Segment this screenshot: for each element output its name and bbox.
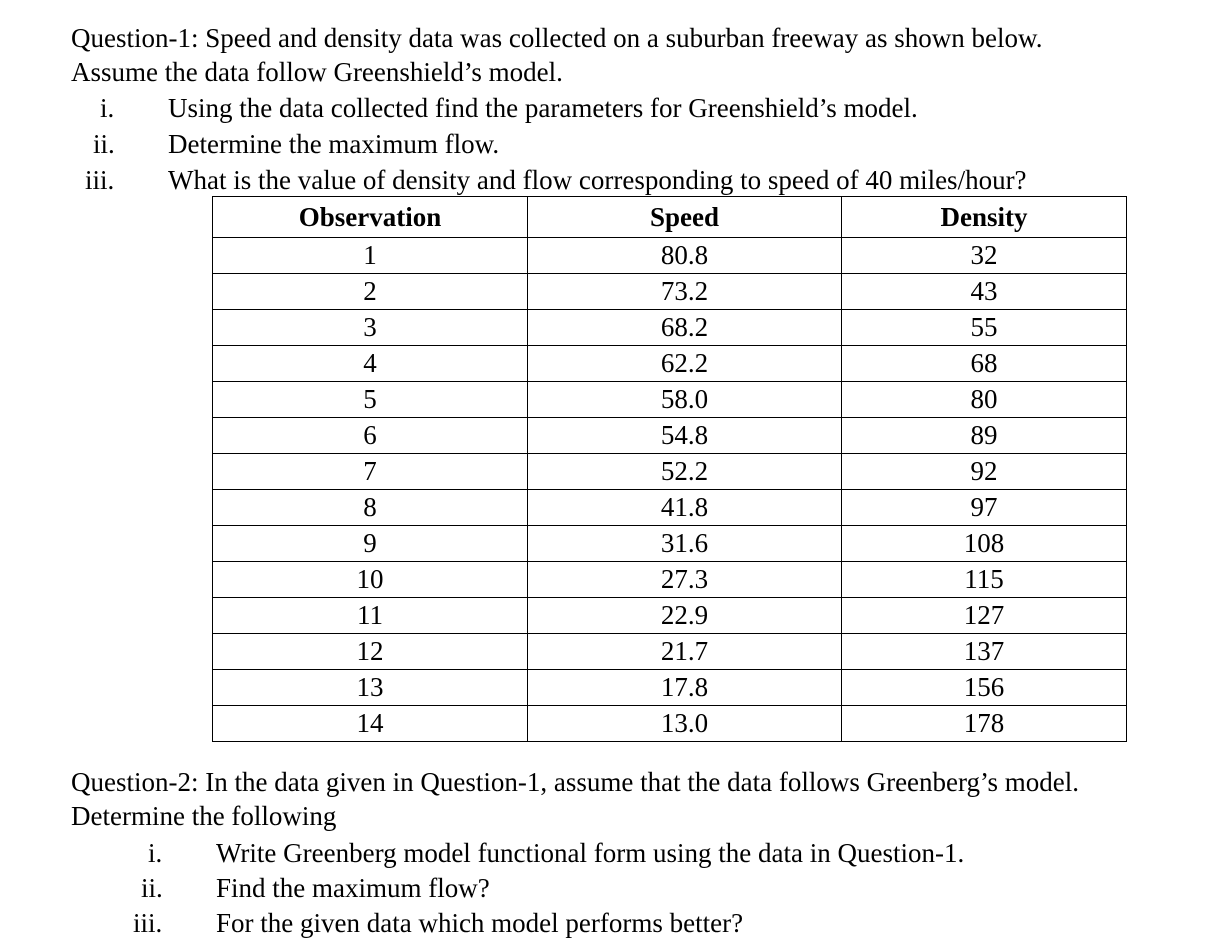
cell-observation: 9 <box>213 526 528 562</box>
q2-item-2-text: Find the maximum flow? <box>216 873 490 903</box>
cell-observation: 13 <box>213 670 528 706</box>
cell-density: 68 <box>842 346 1127 382</box>
table-row <box>213 418 1127 454</box>
header-density: Density <box>842 197 1127 238</box>
header-observation: Observation <box>213 197 528 238</box>
cell-speed: 73.2 <box>528 274 842 310</box>
cell-speed: 17.8 <box>528 670 842 706</box>
q1-item-3-text: What is the value of density and flow corresponding to speed of 40 miles/hour? <box>168 165 1027 195</box>
table-row <box>213 454 1127 490</box>
cell-observation: 12 <box>213 634 528 670</box>
cell-observation: 10 <box>213 562 528 598</box>
cell-observation: 2 <box>213 274 528 310</box>
observation-table <box>212 196 1127 742</box>
cell-speed: 22.9 <box>528 598 842 634</box>
cell-density: 80 <box>842 382 1127 418</box>
cell-density: 115 <box>842 562 1127 598</box>
cell-speed: 80.8 <box>528 238 842 274</box>
q1-item-2-text: Determine the maximum flow. <box>168 129 500 159</box>
q2-item-1-marker: i. <box>148 838 163 868</box>
table-row <box>213 382 1127 418</box>
q1-item-2-marker: ii. <box>93 129 115 159</box>
cell-observation: 11 <box>213 598 528 634</box>
cell-speed: 21.7 <box>528 634 842 670</box>
cell-speed: 52.2 <box>528 454 842 490</box>
cell-speed: 68.2 <box>528 310 842 346</box>
cell-density: 32 <box>842 238 1127 274</box>
cell-observation: 4 <box>213 346 528 382</box>
cell-observation: 3 <box>213 310 528 346</box>
cell-density: 55 <box>842 310 1127 346</box>
q2-intro-line-2: Determine the following <box>71 801 337 831</box>
q1-item-1-marker: i. <box>100 93 115 123</box>
q2-item-1-text: Write Greenberg model functional form using the data in Question-1. <box>216 838 965 868</box>
table-row <box>213 598 1127 634</box>
cell-observation: 5 <box>213 382 528 418</box>
table-row <box>213 526 1127 562</box>
cell-speed: 13.0 <box>528 706 842 742</box>
table-row <box>213 274 1127 310</box>
cell-density: 137 <box>842 634 1127 670</box>
table-row <box>213 238 1127 274</box>
cell-density: 97 <box>842 490 1127 526</box>
q2-item-3-text: For the given data which model performs better? <box>216 908 744 938</box>
table-row <box>213 490 1127 526</box>
q1-intro-line-2: Assume the data follow Greenshield’s model. <box>71 57 563 87</box>
cell-observation: 1 <box>213 238 528 274</box>
cell-speed: 54.8 <box>528 418 842 454</box>
table-row <box>213 310 1127 346</box>
cell-density: 92 <box>842 454 1127 490</box>
cell-observation: 6 <box>213 418 528 454</box>
q1-intro-line-1: Question-1: Speed and density data was collected on a suburban freeway as shown below. <box>71 23 1043 53</box>
cell-observation: 14 <box>213 706 528 742</box>
q1-item-1-text: Using the data collected find the parameters for Greenshield’s model. <box>168 93 918 123</box>
header-speed: Speed <box>528 197 842 238</box>
cell-density: 108 <box>842 526 1127 562</box>
cell-speed: 58.0 <box>528 382 842 418</box>
cell-density: 43 <box>842 274 1127 310</box>
table-header-row <box>213 197 1127 238</box>
q1-item-3-marker: iii. <box>85 165 115 195</box>
cell-speed: 31.6 <box>528 526 842 562</box>
q2-item-2-marker: ii. <box>141 873 163 903</box>
table-row <box>213 346 1127 382</box>
cell-density: 156 <box>842 670 1127 706</box>
cell-speed: 41.8 <box>528 490 842 526</box>
cell-observation: 8 <box>213 490 528 526</box>
table-row <box>213 634 1127 670</box>
cell-density: 178 <box>842 706 1127 742</box>
table-row <box>213 670 1127 706</box>
table-row <box>213 562 1127 598</box>
cell-density: 89 <box>842 418 1127 454</box>
q2-item-3-marker: iii. <box>133 908 163 938</box>
table-row <box>213 706 1127 742</box>
cell-density: 127 <box>842 598 1127 634</box>
cell-speed: 27.3 <box>528 562 842 598</box>
cell-speed: 62.2 <box>528 346 842 382</box>
q2-intro-line-1: Question-2: In the data given in Question-1, assume that the data follows Greenberg’s model. <box>71 767 1080 797</box>
cell-observation: 7 <box>213 454 528 490</box>
